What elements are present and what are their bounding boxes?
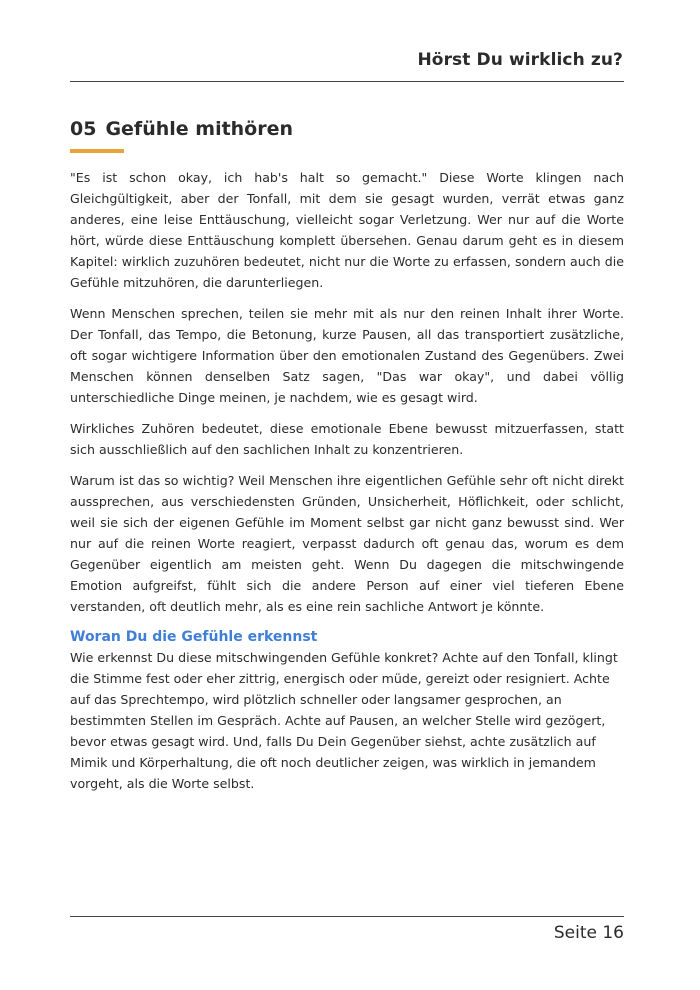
body-paragraph-2: Wenn Menschen sprechen, teilen sie mehr mit als nur den reinen Inhalt ihrer Worte. Der Tonfall, das Tempo, die Betonung, kurze Pausen, all das transportiert zusätzliche, oft sogar wichtigere Information über den emotionalen Zustand des Gegenübers. Zwei Menschen können denselben Satz sagen, "Das war okay", und dabei völlig unterschiedliche Dinge meinen, je nachdem, wie es gesagt wird.: [70, 306, 624, 405]
running-header-title: Hörst Du wirklich zu?: [417, 50, 623, 70]
chapter-heading: [70, 118, 293, 140]
body-paragraph-4: Warum ist das so wichtig? Weil Menschen ihre eigentlichen Gefühle sehr oft nicht direkt aussprechen, aus verschiedensten Gründen, Unsicherheit, Höflichkeit, oder schlicht, weil sie sich der eigenen Gefühle im Moment selbst gar nicht ganz bewusst sind. Wer nur auf die reinen Worte reagiert, verpasst dadurch oft genau das, worum es dem Gegenüber eigentlich am meisten geht. Wenn Du dagegen die mitschwingende Emotion aufgreifst, fühlt sich die andere Person auf einer viel tieferen Ebene verstanden, oft deutlich mehr, als es eine rein sachliche Antwort je könnte.: [70, 473, 624, 614]
chapter-title: Gefühle mithören: [105, 118, 294, 140]
chapter-body: [70, 167, 624, 804]
chapter-number: 05: [70, 118, 97, 140]
section-heading: Woran Du die Gefühle erkennst: [70, 629, 318, 645]
body-paragraph-3: Wirkliches Zuhören bedeutet, diese emotionale Ebene bewusst mitzuerfassen, statt sich ausschließlich auf den sachlichen Inhalt zu konzentrieren.: [70, 421, 624, 457]
header-divider: [70, 81, 624, 82]
body-paragraph-1: "Es ist schon okay, ich hab's halt so gemacht." Diese Worte klingen nach Gleichgültigkeit, aber der Tonfall, mit dem sie gesagt wurden, verrät etwas ganz anderes, eine leise Enttäuschung, vielleicht sogar Verletzung. Wer nur auf die Worte hört, würde diese Enttäuschung komplett übersehen. Genau darum geht es in diesem Kapitel: wirklich zuzuhören bedeutet, nicht nur die Worte zu erfassen, sondern auch die Gefühle mitzuhören, die darunterliegen.: [70, 170, 624, 290]
chapter-accent-bar: [70, 149, 124, 153]
page-number: Seite 16: [553, 923, 624, 943]
footer-divider: [70, 916, 624, 917]
section-paragraph: Wie erkennst Du diese mitschwingenden Gefühle konkret? Achte auf den Tonfall, klingt die Stimme fest oder eher zittrig, energisch oder müde, gereizt oder resigniert. Achte auf das Sprechtempo, wird plötzlich schneller oder langsamer gesprochen, an bestimmten Stellen im Gespräch. Achte auf Pausen, an welcher Stelle wird gezögert, bevor etwas gesagt wird. Und, falls Du Dein Gegenüber siehst, achte zusätzlich auf Mimik und Körperhaltung, die oft noch deutlicher zeigen, was wirklich in jemandem vorgeht, als die Worte selbst.: [70, 650, 618, 791]
